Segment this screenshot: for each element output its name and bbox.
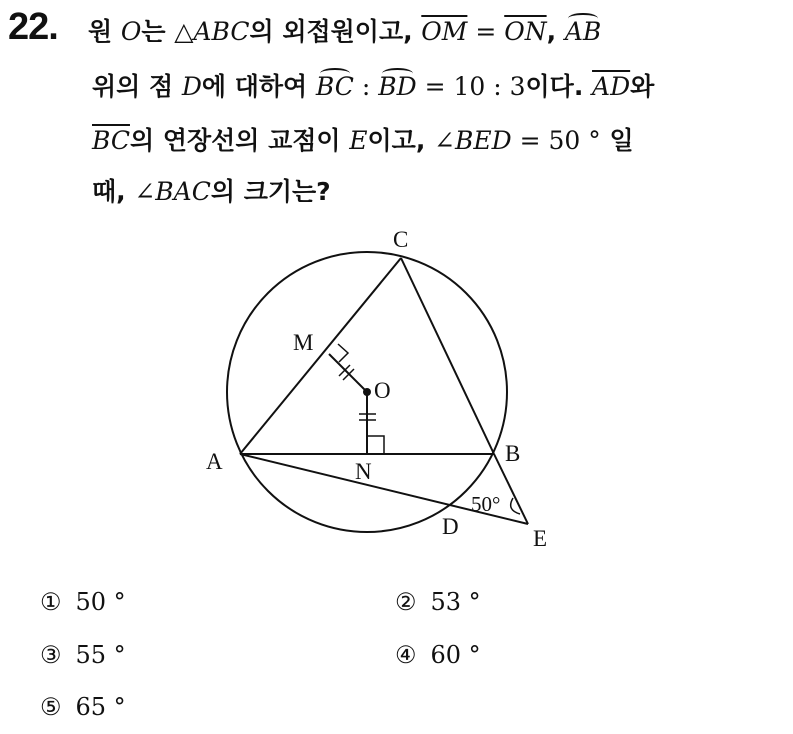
choice-2[interactable] [395,588,481,616]
center-point-o [363,388,371,396]
label-d: D [442,514,459,539]
text: 위의 점 [92,72,182,101]
question-line-2 [92,67,654,103]
segment-on: $\overline{ON}$ [504,17,547,46]
right-angle-m [338,344,348,362]
segment-bc: $\overline{BC}$ [92,126,130,155]
colon: : [353,72,379,101]
choice-5[interactable] [40,693,126,721]
segment-ad: $\overline{AD}$ [592,72,631,101]
arc-bd: BD [378,72,417,101]
choice-mark: ④ [395,641,417,669]
text: 때, [92,177,135,206]
arc-ab: AB [564,17,602,46]
angle-bed: ∠BED [434,126,512,155]
segment-om: $\overline{OM}$ [421,17,468,46]
text: 원 [88,17,113,46]
arc-bc: BC [315,72,354,101]
point-o: O [120,17,142,46]
label-m: M [293,330,314,355]
choice-mark: ① [40,588,62,616]
label-n: N [355,459,372,484]
side-bc [401,258,494,454]
choice-value: 60 ° [430,641,481,669]
text: 의 외접원이고, [249,17,422,46]
text: 일 [600,126,634,155]
label-c: C [393,227,409,252]
choice-1[interactable] [40,588,126,616]
label-b: B [505,441,521,466]
label-angle-50: 50° [471,492,501,516]
angle-bac: ∠BAC [134,177,211,206]
triangle-abc: △ABC [174,17,250,46]
question-number: 22. [8,6,58,48]
choice-value: 55 ° [75,641,126,669]
question-line-3 [92,121,634,157]
label-e: E [533,526,548,551]
text: 이다. [525,72,593,101]
label-a: A [206,449,223,474]
text: 이고, [367,126,435,155]
side-ac [240,258,401,454]
text: 의 연장선의 교점이 [129,126,350,155]
choice-mark: ⑤ [40,693,62,721]
question-line-1 [88,12,601,48]
point-e: E [349,126,368,155]
angle-value: = 50 ° [511,126,601,155]
equals: = [467,17,505,46]
ratio: = 10 : 3 [416,72,526,101]
text: 와 [630,72,655,101]
question-line-4 [92,172,331,208]
text: 는 [141,17,175,46]
segment-om-line [329,354,367,392]
point-d: D [181,72,202,101]
geometry-figure [195,215,575,560]
text: , [546,17,565,46]
choice-value: 50 ° [75,588,126,616]
choice-3[interactable] [40,641,126,669]
choice-4[interactable] [395,641,481,669]
choice-mark: ③ [40,641,62,669]
choice-mark: ② [395,588,417,616]
label-o: O [374,378,391,403]
choice-value: 65 ° [75,693,126,721]
text: 의 크기는? [210,177,331,206]
right-angle-n [367,436,384,454]
text: 에 대하여 [201,72,316,101]
choice-value: 53 ° [430,588,481,616]
